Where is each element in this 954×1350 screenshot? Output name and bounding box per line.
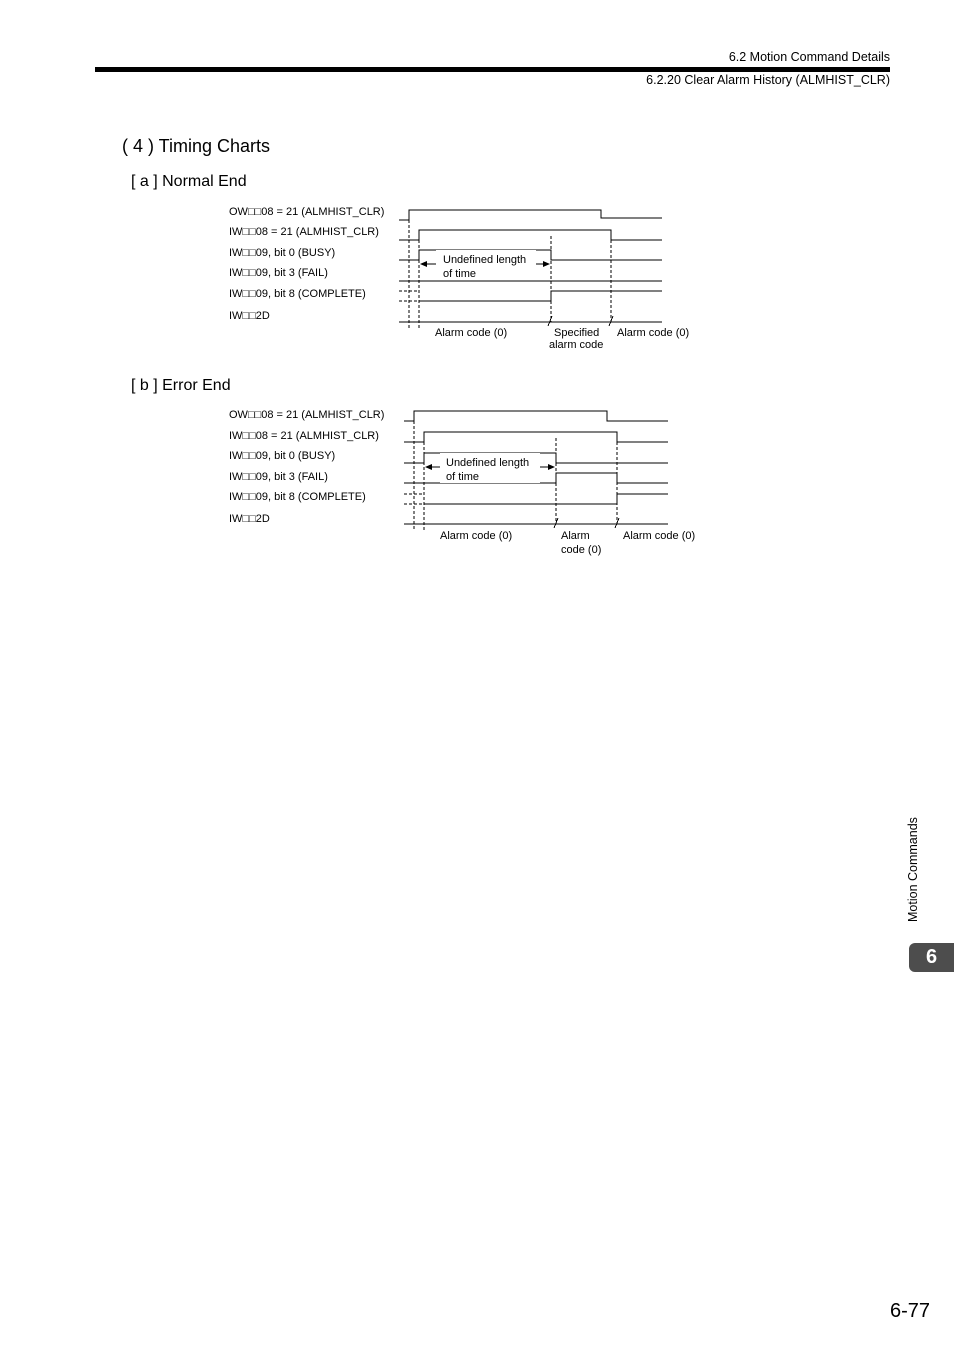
signal-label: IW□□08 = 21 (ALMHIST_CLR)	[229, 430, 379, 442]
duration-label: of time	[443, 268, 477, 280]
page-number: 6-77	[889, 1300, 930, 1322]
arrow-head-left	[425, 464, 432, 470]
signal-label: IW□□09, bit 3 (FAIL)	[229, 267, 328, 279]
signal-label: IW□□09, bit 3 (FAIL)	[229, 471, 328, 483]
chapter-tab	[909, 943, 954, 972]
signal-label: OW□□08 = 21 (ALMHIST_CLR)	[229, 409, 385, 421]
chapter-side-label: Motion Commands	[906, 817, 920, 922]
chart-b-title: [ b ] Error End	[131, 377, 231, 394]
chapter-number: 6	[925, 946, 938, 968]
duration-label: Undefined length	[446, 457, 530, 469]
waveform-complete	[419, 291, 662, 301]
alarm-code-label: Alarm code (0)	[435, 327, 508, 339]
alarm-code-label: Alarm code (0)	[440, 530, 513, 542]
waveform-ow08	[399, 210, 662, 220]
alarm-code-label: Alarm code (0)	[623, 530, 696, 542]
signal-label: IW□□08 = 21 (ALMHIST_CLR)	[229, 226, 379, 238]
signal-label: IW□□2D	[229, 513, 270, 525]
arrow-head-right	[548, 464, 555, 470]
alarm-code-label: Alarm code (0)	[617, 327, 690, 339]
signal-label: IW□□2D	[229, 310, 270, 322]
signal-label: OW□□08 = 21 (ALMHIST_CLR)	[229, 206, 385, 218]
chart-a-title: [ a ] Normal End	[131, 173, 247, 190]
waveform-complete	[424, 494, 668, 504]
waveform-iw08	[404, 432, 668, 442]
alarm-code-label: Alarm	[561, 530, 590, 542]
timing-chart-normal-end	[0, 200, 954, 355]
alarm-code-label: alarm code	[549, 339, 604, 351]
header-rule	[95, 67, 890, 72]
running-header-subsection: 6.2.20 Clear Alarm History (ALMHIST_CLR)	[646, 73, 890, 87]
waveform-ow08	[404, 411, 668, 421]
timing-chart-error-end	[0, 403, 954, 563]
waveform-iw08	[399, 230, 662, 240]
alarm-code-label: Specified	[554, 327, 600, 339]
signal-label: IW□□09, bit 0 (BUSY)	[229, 450, 336, 462]
signal-label: IW□□09, bit 0 (BUSY)	[229, 247, 336, 259]
alarm-code-label: code (0)	[561, 544, 602, 556]
signal-label: IW□□09, bit 8 (COMPLETE)	[229, 288, 366, 300]
duration-label: Undefined length	[443, 254, 527, 266]
section-title: ( 4 ) Timing Charts	[122, 136, 271, 156]
running-header-section: 6.2 Motion Command Details	[728, 50, 890, 64]
duration-label: of time	[446, 471, 480, 483]
signal-label: IW□□09, bit 8 (COMPLETE)	[229, 491, 366, 503]
